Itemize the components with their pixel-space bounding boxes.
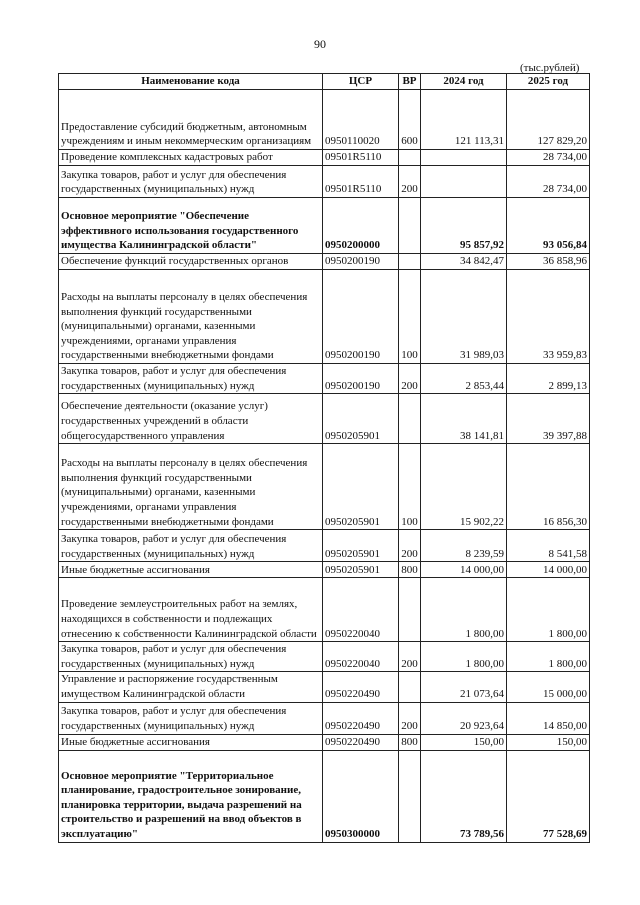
row-csr: 0950220490 — [323, 734, 399, 750]
table-row — [59, 672, 590, 702]
row-2025: 28 734,00 — [507, 166, 590, 198]
table-row — [59, 150, 590, 166]
table-row — [59, 578, 590, 642]
row-csr: 0950300000 — [323, 750, 399, 842]
row-name: Закупка товаров, работ и услуг для обеспечения государственных (муниципальных) нужд — [59, 166, 323, 198]
table-row — [59, 562, 590, 578]
table-row — [59, 702, 590, 734]
row-2025: 15 000,00 — [507, 672, 590, 702]
row-csr: 09501R5110 — [323, 166, 399, 198]
row-csr: 09501R5110 — [323, 150, 399, 166]
row-csr: 0950220040 — [323, 642, 399, 672]
row-2024: 1 800,00 — [421, 642, 507, 672]
row-name: Основное мероприятие "Территориальное планирование, градостроительное зонирование, планировка территории, выдача разрешений на строительство и разрешений на ввод объектов в эксплуатацию" — [59, 750, 323, 842]
row-2024 — [421, 150, 507, 166]
table-row — [59, 254, 590, 270]
row-name: Основное мероприятие "Обеспечение эффективного использования государственного имущества Калининградской области" — [59, 198, 323, 254]
row-2025: 8 541,58 — [507, 530, 590, 562]
budget-table — [58, 73, 590, 843]
row-name: Обеспечение функций государственных органов — [59, 254, 323, 270]
table-row — [59, 444, 590, 530]
row-csr: 0950205901 — [323, 562, 399, 578]
table-row — [59, 90, 590, 150]
row-csr: 0950200190 — [323, 254, 399, 270]
row-csr: 0950205901 — [323, 530, 399, 562]
table-row — [59, 734, 590, 750]
table-row — [59, 394, 590, 444]
row-vr: 800 — [399, 562, 421, 578]
row-2024 — [421, 166, 507, 198]
row-2024: 73 789,56 — [421, 750, 507, 842]
row-vr: 200 — [399, 702, 421, 734]
row-2024: 121 113,31 — [421, 90, 507, 150]
row-name: Закупка товаров, работ и услуг для обеспечения государственных (муниципальных) нужд — [59, 702, 323, 734]
row-name: Закупка товаров, работ и услуг для обеспечения государственных (муниципальных) нужд — [59, 364, 323, 394]
header-name: Наименование кода — [59, 74, 323, 90]
row-2025: 14 000,00 — [507, 562, 590, 578]
row-2024: 31 989,03 — [421, 270, 507, 364]
row-name: Закупка товаров, работ и услуг для обеспечения государственных (муниципальных) нужд — [59, 642, 323, 672]
row-2025: 33 959,83 — [507, 270, 590, 364]
row-2025: 1 800,00 — [507, 642, 590, 672]
row-vr — [399, 150, 421, 166]
row-2024: 21 073,64 — [421, 672, 507, 702]
row-vr: 600 — [399, 90, 421, 150]
row-vr: 200 — [399, 642, 421, 672]
row-vr: 100 — [399, 270, 421, 364]
row-vr — [399, 672, 421, 702]
row-vr: 200 — [399, 166, 421, 198]
row-2024: 95 857,92 — [421, 198, 507, 254]
row-2024: 34 842,47 — [421, 254, 507, 270]
row-2025: 127 829,20 — [507, 90, 590, 150]
row-csr: 0950200190 — [323, 364, 399, 394]
row-name: Расходы на выплаты персоналу в целях обеспечения выполнения функций государственными (муниципальными) органами, казенными учреждениями, органами управления государственными внебюджетными фондами — [59, 444, 323, 530]
row-2025: 16 856,30 — [507, 444, 590, 530]
row-csr: 0950205901 — [323, 394, 399, 444]
row-name: Иные бюджетные ассигнования — [59, 734, 323, 750]
header-csr: ЦСР — [323, 74, 399, 90]
row-vr — [399, 254, 421, 270]
row-2025: 2 899,13 — [507, 364, 590, 394]
row-2025: 1 800,00 — [507, 578, 590, 642]
page-number: 90 — [314, 37, 326, 51]
row-2025: 39 397,88 — [507, 394, 590, 444]
header-2025: 2025 год — [507, 74, 590, 90]
row-name: Проведение комплексных кадастровых работ — [59, 150, 323, 166]
table-row — [59, 270, 590, 364]
table-row — [59, 750, 590, 842]
row-2025: 14 850,00 — [507, 702, 590, 734]
row-name: Закупка товаров, работ и услуг для обеспечения государственных (муниципальных) нужд — [59, 530, 323, 562]
row-2024: 2 853,44 — [421, 364, 507, 394]
table-row — [59, 198, 590, 254]
row-2024: 1 800,00 — [421, 578, 507, 642]
row-csr: 0950110020 — [323, 90, 399, 150]
row-csr: 0950200000 — [323, 198, 399, 254]
row-name: Иные бюджетные ассигнования — [59, 562, 323, 578]
row-csr: 0950200190 — [323, 270, 399, 364]
units-label: (тыс.рублей) — [520, 62, 580, 74]
row-2025: 150,00 — [507, 734, 590, 750]
row-csr: 0950220490 — [323, 672, 399, 702]
row-vr: 200 — [399, 530, 421, 562]
row-name: Предоставление субсидий бюджетным, автономным учреждениям и иным некоммерческим организациям — [59, 90, 323, 150]
row-vr — [399, 394, 421, 444]
row-vr: 200 — [399, 364, 421, 394]
row-2024: 38 141,81 — [421, 394, 507, 444]
row-vr — [399, 750, 421, 842]
row-vr — [399, 578, 421, 642]
table-row — [59, 166, 590, 198]
row-2024: 150,00 — [421, 734, 507, 750]
row-vr: 100 — [399, 444, 421, 530]
header-2024: 2024 год — [421, 74, 507, 90]
row-name: Расходы на выплаты персоналу в целях обеспечения выполнения функций государственными (муниципальными) органами, казенными учреждениями, органами управления государственными внебюджетными фондами — [59, 270, 323, 364]
row-csr: 0950205901 — [323, 444, 399, 530]
row-2025: 28 734,00 — [507, 150, 590, 166]
row-2024: 14 000,00 — [421, 562, 507, 578]
row-2025: 77 528,69 — [507, 750, 590, 842]
row-2025: 36 858,96 — [507, 254, 590, 270]
row-vr — [399, 198, 421, 254]
table-header-row — [59, 74, 590, 90]
row-name: Обеспечение деятельности (оказание услуг) государственных учреждений в области общегосударственного управления — [59, 394, 323, 444]
row-2024: 15 902,22 — [421, 444, 507, 530]
table-row — [59, 364, 590, 394]
row-name: Управление и распоряжение государственным имуществом Калининградской области — [59, 672, 323, 702]
row-csr: 0950220490 — [323, 702, 399, 734]
table-row — [59, 530, 590, 562]
row-2025: 93 056,84 — [507, 198, 590, 254]
row-vr: 800 — [399, 734, 421, 750]
header-vr: ВР — [399, 74, 421, 90]
table-body — [59, 90, 590, 843]
row-2024: 8 239,59 — [421, 530, 507, 562]
row-csr: 0950220040 — [323, 578, 399, 642]
row-name: Проведение землеустроительных работ на землях, находящихся в собственности и подлежащих отнесению к собственности Калининградской области — [59, 578, 323, 642]
row-2024: 20 923,64 — [421, 702, 507, 734]
table-row — [59, 642, 590, 672]
